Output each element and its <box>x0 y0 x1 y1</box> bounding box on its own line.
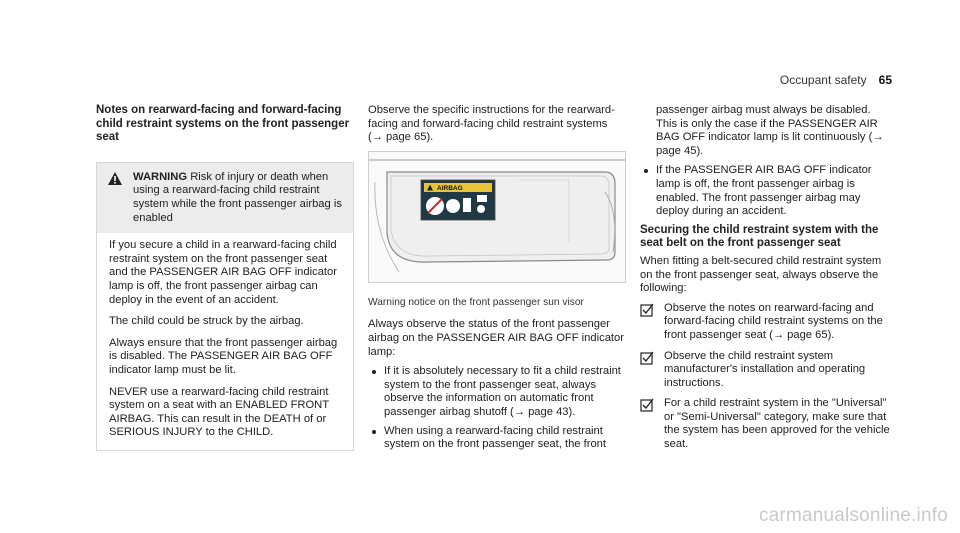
status-paragraph: Always observe the status of the front passenger airbag on the PASSENGER AIR BAG OFF indicator lamp: <box>368 318 624 358</box>
checkbox-icon <box>640 303 654 317</box>
continued-paragraph: passenger airbag must always be disabled. This is only the case if the PASSENGER AIR BAG OFF indicator lamp is lit continuously (→ page 45). <box>656 104 884 157</box>
sun-visor-illustration <box>369 152 625 282</box>
warning-box <box>96 162 354 451</box>
checklist <box>640 302 890 452</box>
bullet-list <box>640 164 890 218</box>
warning-header <box>97 163 353 233</box>
checkbox-icon <box>640 398 654 412</box>
intro-paragraph: Observe the specific instructions for the rearward-facing and forward-facing child restraint systems (→ page 65). <box>368 104 615 144</box>
list-item: If it is absolutely necessary to fit a child restraint system to the front passenger seat, always observe the information on automatic front passenger airbag shutoff (→ page 43). <box>368 365 624 419</box>
checklist-item: Observe the child restraint system manufacturer's installation and operating instructions. <box>640 350 890 391</box>
column-left <box>96 104 354 451</box>
warning-paragraph: NEVER use a rearward-facing child restraint system on a seat with an ENABLED FRONT AIRBAG. This can result in the DEATH of or SERIOUS INJURY to the CHILD. <box>109 385 329 439</box>
watermark: carmanualsonline.info <box>758 505 948 526</box>
checklist-item: Observe the notes on rearward-facing and forward-facing child restraint systems on the front passenger seat (→ page 65). <box>640 302 890 343</box>
warning-label: WARNING <box>133 170 188 183</box>
sun-visor-figure <box>368 151 626 283</box>
checklist-item: For a child restraint system in the "Universal" or "Semi-Universal" category, make sure that the system has been approved for the vehicle seat. <box>640 397 890 451</box>
bullet-list <box>368 365 624 452</box>
bullet-icon <box>372 370 376 374</box>
warning-triangle-icon <box>107 171 123 225</box>
airbag-label-text: AIRBAG <box>437 184 463 192</box>
warning-paragraph: Always ensure that the front passenger airbag is disabled. The PASSENGER AIR BAG OFF indicator lamp must be lit. <box>109 336 338 376</box>
warning-text <box>133 171 343 225</box>
bullet-icon <box>644 169 648 173</box>
list-item: If the PASSENGER AIR BAG OFF indicator lamp is off, the front passenger airbag is enabled. The front passenger airbag may deploy during an accident. <box>640 164 890 218</box>
warning-paragraph: If you secure a child in a rearward-facing child restraint system on the front passenger seat and the PASSENGER AIR BAG OFF indicator lamp is off, the front passenger airbag can deploy in the event of an accident. <box>109 239 337 306</box>
column-right <box>640 104 890 459</box>
section-title: Occupant safety <box>779 73 867 87</box>
subsection-heading: Securing the child restraint system with the seat belt on the front passenger seat <box>640 223 879 250</box>
bullet-icon <box>372 430 376 434</box>
figure-caption: Warning notice on the front passenger sun visor <box>368 296 584 308</box>
column-middle <box>368 104 624 457</box>
checkbox-icon <box>640 351 654 365</box>
section-heading: Notes on rearward-facing and forward-facing child restraint systems on the front passenger seat <box>96 104 350 144</box>
instruction-paragraph: When fitting a belt-secured child restraint system on the front passenger seat, always observe the following: <box>640 254 882 295</box>
warning-title: Risk of injury or death when using a rearward-facing child restraint system while the front passenger airbag is enabled <box>133 170 342 224</box>
warning-paragraph: The child could be struck by the airbag. <box>109 315 304 328</box>
warning-body <box>97 233 353 450</box>
page-number: 65 <box>878 73 892 87</box>
list-item: When using a rearward-facing child restraint system on the front passenger seat, the front <box>368 425 624 452</box>
page-header <box>780 73 892 87</box>
